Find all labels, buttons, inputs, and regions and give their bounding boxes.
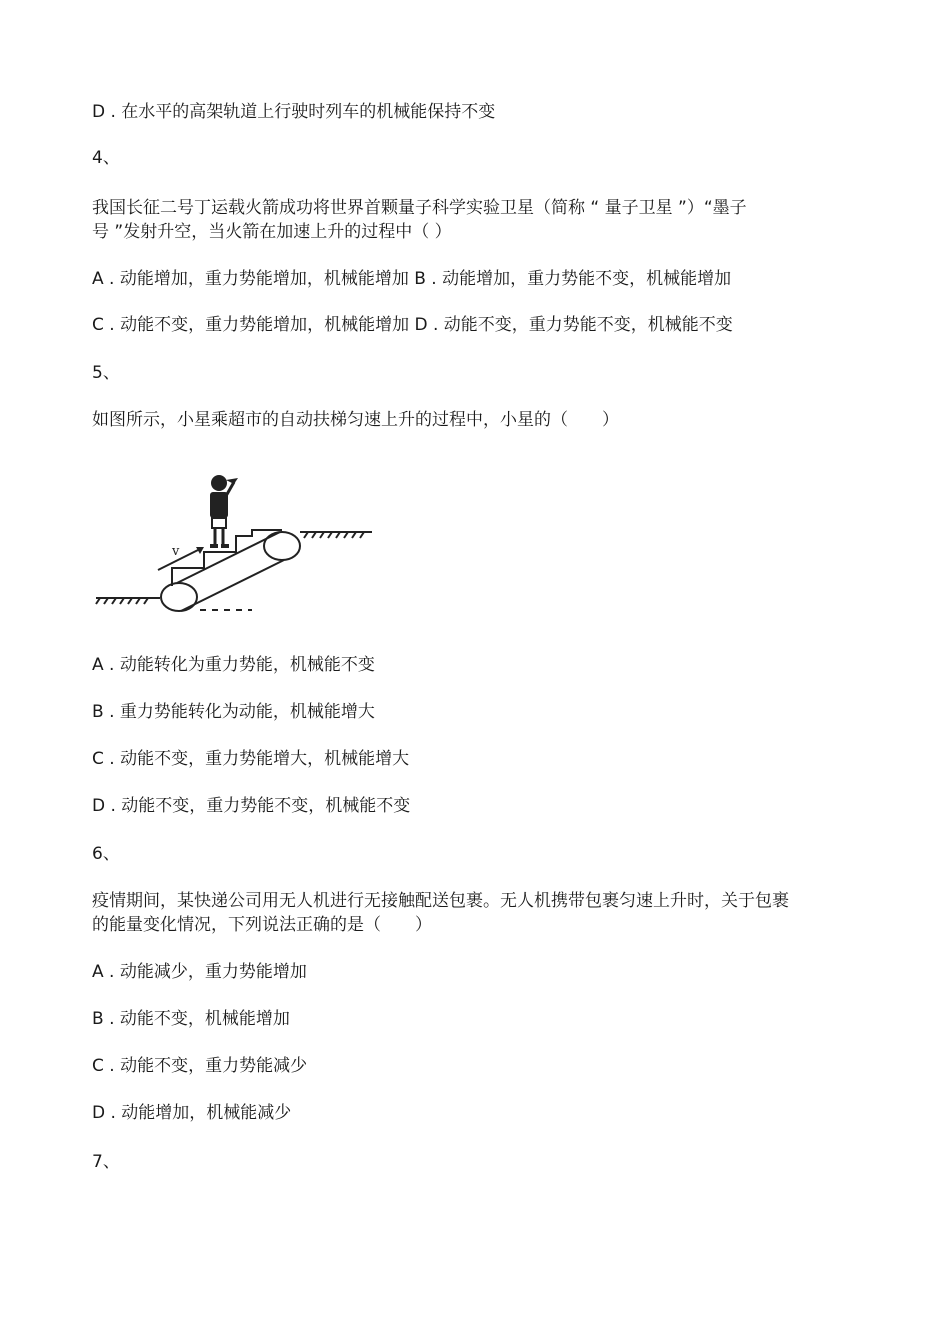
escalator-figure: [92, 470, 382, 620]
q6-option-d: D . 动能增加，机械能减少: [92, 1103, 292, 1123]
q6-option-a: A . 动能减少，重力势能增加: [92, 962, 307, 982]
q5-option-c: C . 动能不变，重力势能增大，机械能增大: [92, 749, 410, 769]
q7-number: 7、: [92, 1152, 120, 1172]
q5-stem: 如图所示，小星乘超市的自动扶梯匀速上升的过程中，小星的（ ）: [92, 410, 619, 430]
q6-stem-line1: 疫情期间，某快递公司用无人机进行无接触配送包裹。无人机携带包裹匀速上升时，关于包裹: [92, 891, 789, 911]
q4-options-line2: C . 动能不变，重力势能增加，机械能增加 D . 动能不变，重力势能不变，机械能不变: [92, 315, 733, 335]
q3-option-d: D . 在水平的高架轨道上行驶时列车的机械能保持不变: [92, 102, 496, 122]
q5-option-b: B . 重力势能转化为动能，机械能增大: [92, 702, 375, 722]
escalator-diagram: [92, 470, 382, 620]
q6-option-b: B . 动能不变，机械能增加: [92, 1009, 290, 1029]
q4-stem-line1: 我国长征二号丁运载火箭成功将世界首颗量子科学实验卫星（简称 “ 量子卫星 ”）“墨子: [92, 198, 747, 218]
belt-top: [177, 532, 280, 583]
q4-stem-line2: 号 ”发射升空，当火箭在加速上升的过程中（ ）: [92, 222, 452, 242]
q5-option-d: D . 动能不变，重力势能不变，机械能不变: [92, 796, 411, 816]
person-figure: [210, 475, 238, 548]
q6-stem-line2: 的能量变化情况，下列说法正确的是（ ）: [92, 915, 432, 935]
velocity-label: v: [172, 544, 180, 559]
q4-options-line1: A . 动能增加，重力势能增加，机械能增加 B . 动能增加，重力势能不变，机械能增加: [92, 269, 732, 289]
velocity-arrow: [158, 548, 202, 570]
q4-number: 4、: [92, 148, 120, 168]
q6-option-c: C . 动能不变，重力势能减少: [92, 1056, 308, 1076]
q6-number: 6、: [92, 844, 120, 864]
q5-number: 5、: [92, 363, 120, 383]
q5-option-a: A . 动能转化为重力势能，机械能不变: [92, 655, 375, 675]
